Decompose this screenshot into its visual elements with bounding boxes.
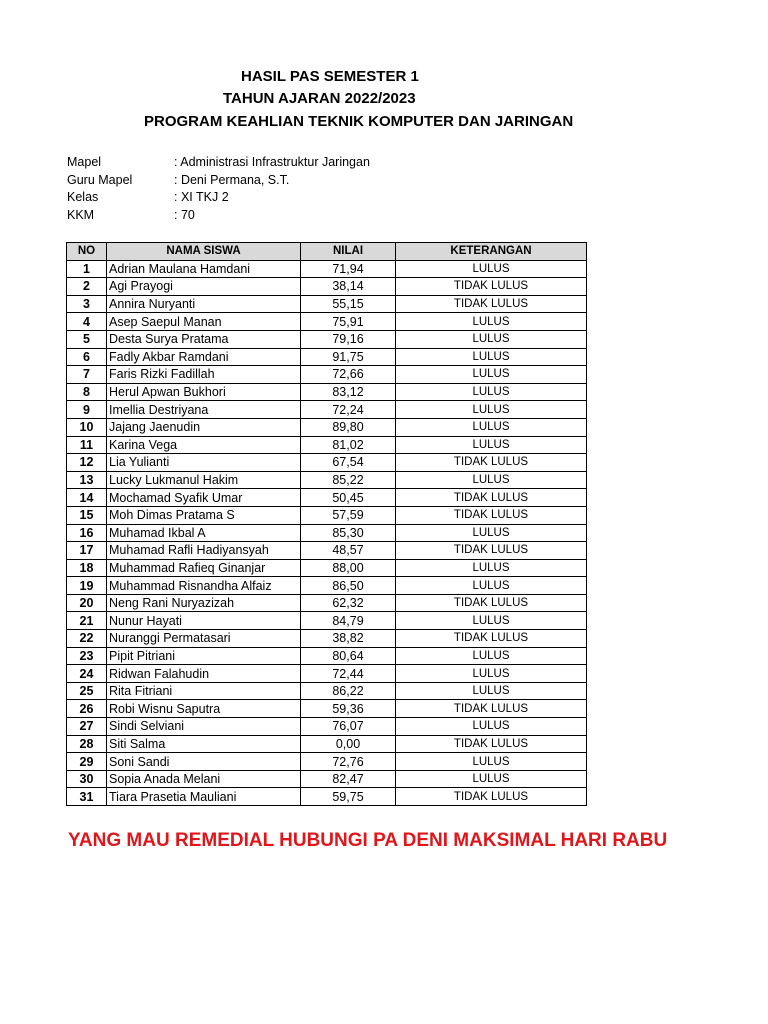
cell-score: 38,14 — [301, 278, 396, 296]
cell-name: Tiara Prasetia Mauliani — [107, 788, 301, 806]
cell-name: Moh Dimas Pratama S — [107, 506, 301, 524]
title-line-1: HASIL PAS SEMESTER 1 — [241, 68, 419, 85]
cell-score: 72,66 — [301, 366, 396, 384]
cell-no: 28 — [67, 735, 107, 753]
cell-status: LULUS — [396, 577, 587, 595]
cell-name: Soni Sandi — [107, 753, 301, 771]
cell-no: 1 — [67, 260, 107, 278]
cell-status: LULUS — [396, 436, 587, 454]
table-row — [67, 260, 587, 278]
cell-score: 0,00 — [301, 735, 396, 753]
cell-name: Karina Vega — [107, 436, 301, 454]
table-row — [67, 630, 587, 648]
cell-no: 13 — [67, 471, 107, 489]
cell-status: TIDAK LULUS — [396, 630, 587, 648]
cell-name: Jajang Jaenudin — [107, 418, 301, 436]
info-label: Mapel — [67, 155, 102, 169]
cell-score: 82,47 — [301, 770, 396, 788]
cell-status: LULUS — [396, 559, 587, 577]
cell-no: 22 — [67, 630, 107, 648]
cell-score: 59,75 — [301, 788, 396, 806]
cell-score: 91,75 — [301, 348, 396, 366]
info-row-kelas — [67, 189, 370, 207]
table-row — [67, 278, 587, 296]
cell-name: Adrian Maulana Hamdani — [107, 260, 301, 278]
cell-status: LULUS — [396, 401, 587, 419]
header-status: KETERANGAN — [396, 243, 587, 261]
table-row — [67, 718, 587, 736]
table-row — [67, 418, 587, 436]
table-row — [67, 506, 587, 524]
cell-no: 9 — [67, 401, 107, 419]
table-row — [67, 577, 587, 595]
cell-name: Nuranggi Permatasari — [107, 630, 301, 648]
cell-score: 62,32 — [301, 594, 396, 612]
table-row — [67, 366, 587, 384]
cell-name: Lucky Lukmanul Hakim — [107, 471, 301, 489]
info-value: : 70 — [174, 208, 195, 223]
cell-status: LULUS — [396, 682, 587, 700]
cell-score: 72,24 — [301, 401, 396, 419]
cell-no: 8 — [67, 383, 107, 401]
cell-score: 76,07 — [301, 718, 396, 736]
cell-status: LULUS — [396, 612, 587, 630]
cell-no: 15 — [67, 506, 107, 524]
cell-status: TIDAK LULUS — [396, 489, 587, 507]
cell-score: 85,30 — [301, 524, 396, 542]
cell-name: Faris Rizki Fadillah — [107, 366, 301, 384]
cell-score: 86,22 — [301, 682, 396, 700]
table-row — [67, 489, 587, 507]
cell-status: TIDAK LULUS — [396, 542, 587, 560]
cell-status: LULUS — [396, 348, 587, 366]
cell-no: 23 — [67, 647, 107, 665]
cell-score: 67,54 — [301, 454, 396, 472]
cell-score: 48,57 — [301, 542, 396, 560]
table-row — [67, 348, 587, 366]
cell-score: 72,44 — [301, 665, 396, 683]
cell-name: Lia Yulianti — [107, 454, 301, 472]
title-line-3: PROGRAM KEAHLIAN TEKNIK KOMPUTER DAN JARINGAN — [144, 113, 574, 130]
cell-no: 30 — [67, 770, 107, 788]
cell-score: 72,76 — [301, 753, 396, 771]
cell-score: 59,36 — [301, 700, 396, 718]
cell-name: Fadly Akbar Ramdani — [107, 348, 301, 366]
cell-score: 57,59 — [301, 506, 396, 524]
table-row — [67, 788, 587, 806]
cell-score: 85,22 — [301, 471, 396, 489]
cell-no: 24 — [67, 665, 107, 683]
cell-no: 16 — [67, 524, 107, 542]
table-row — [67, 401, 587, 419]
cell-score: 71,94 — [301, 260, 396, 278]
cell-status: LULUS — [396, 418, 587, 436]
table-row — [67, 436, 587, 454]
cell-name: Herul Apwan Bukhori — [107, 383, 301, 401]
cell-score: 55,15 — [301, 295, 396, 313]
cell-status: TIDAK LULUS — [396, 295, 587, 313]
cell-status: LULUS — [396, 770, 587, 788]
cell-status: LULUS — [396, 753, 587, 771]
info-value: : Deni Permana, S.T. — [174, 172, 290, 187]
cell-status: LULUS — [396, 647, 587, 665]
cell-name: Desta Surya Pratama — [107, 330, 301, 348]
cell-status: LULUS — [396, 260, 587, 278]
cell-score: 86,50 — [301, 577, 396, 595]
cell-status: TIDAK LULUS — [396, 506, 587, 524]
table-row — [67, 682, 587, 700]
cell-name: Robi Wisnu Saputra — [107, 700, 301, 718]
cell-name: Neng Rani Nuryazizah — [107, 594, 301, 612]
cell-no: 14 — [67, 489, 107, 507]
cell-name: Muhammad Rafieq Ginanjar — [107, 559, 301, 577]
cell-name: Pipit Pitriani — [107, 647, 301, 665]
cell-name: Nunur Hayati — [107, 612, 301, 630]
cell-no: 21 — [67, 612, 107, 630]
table-row — [67, 542, 587, 560]
header-name: NAMA SISWA — [107, 243, 301, 261]
cell-score: 50,45 — [301, 489, 396, 507]
cell-name: Asep Saepul Manan — [107, 313, 301, 331]
info-block — [67, 154, 370, 225]
info-label: Kelas — [67, 190, 99, 205]
table-row — [67, 559, 587, 577]
cell-name: Rita Fitriani — [107, 682, 301, 700]
info-value: : Administrasi Infrastruktur Jaringan — [174, 155, 370, 169]
cell-no: 31 — [67, 788, 107, 806]
cell-name: Sindi Selviani — [107, 718, 301, 736]
cell-status: LULUS — [396, 383, 587, 401]
cell-status: LULUS — [396, 665, 587, 683]
table-row — [67, 753, 587, 771]
info-row-kkm — [67, 207, 370, 225]
results-table — [66, 242, 587, 806]
table-body — [67, 260, 587, 805]
cell-no: 19 — [67, 577, 107, 595]
cell-score: 38,82 — [301, 630, 396, 648]
cell-no: 29 — [67, 753, 107, 771]
remedial-note: YANG MAU REMEDIAL HUBUNGI PA DENI MAKSIMAL HARI RABU — [68, 830, 668, 851]
cell-status: TIDAK LULUS — [396, 735, 587, 753]
cell-name: Mochamad Syafik Umar — [107, 489, 301, 507]
cell-name: Ridwan Falahudin — [107, 665, 301, 683]
info-label: Guru Mapel — [67, 172, 133, 187]
table-row — [67, 770, 587, 788]
cell-no: 3 — [67, 295, 107, 313]
cell-status: TIDAK LULUS — [396, 278, 587, 296]
cell-no: 17 — [67, 542, 107, 560]
cell-score: 84,79 — [301, 612, 396, 630]
cell-score: 83,12 — [301, 383, 396, 401]
cell-no: 25 — [67, 682, 107, 700]
table-header-row — [67, 243, 587, 261]
cell-status: LULUS — [396, 330, 587, 348]
cell-status: LULUS — [396, 471, 587, 489]
table-row — [67, 612, 587, 630]
table-row — [67, 454, 587, 472]
cell-name: Annira Nuryanti — [107, 295, 301, 313]
cell-status: TIDAK LULUS — [396, 700, 587, 718]
cell-no: 7 — [67, 366, 107, 384]
table-row — [67, 700, 587, 718]
cell-name: Muhamad Rafli Hadiyansyah — [107, 542, 301, 560]
cell-status: TIDAK LULUS — [396, 788, 587, 806]
cell-no: 26 — [67, 700, 107, 718]
cell-score: 81,02 — [301, 436, 396, 454]
cell-no: 4 — [67, 313, 107, 331]
cell-score: 75,91 — [301, 313, 396, 331]
table-row — [67, 735, 587, 753]
cell-score: 89,80 — [301, 418, 396, 436]
table-row — [67, 330, 587, 348]
cell-status: TIDAK LULUS — [396, 594, 587, 612]
cell-no: 11 — [67, 436, 107, 454]
cell-name: Agi Prayogi — [107, 278, 301, 296]
header-score: NILAI — [301, 243, 396, 261]
cell-name: Sopia Anada Melani — [107, 770, 301, 788]
table-row — [67, 665, 587, 683]
info-value: : XI TKJ 2 — [174, 190, 229, 205]
table-row — [67, 313, 587, 331]
cell-score: 88,00 — [301, 559, 396, 577]
table-row — [67, 524, 587, 542]
cell-no: 10 — [67, 418, 107, 436]
cell-no: 5 — [67, 330, 107, 348]
table-row — [67, 471, 587, 489]
info-label: KKM — [67, 208, 95, 223]
cell-score: 79,16 — [301, 330, 396, 348]
table-row — [67, 594, 587, 612]
cell-no: 27 — [67, 718, 107, 736]
info-row-guru — [67, 172, 370, 190]
table-row — [67, 295, 587, 313]
cell-score: 80,64 — [301, 647, 396, 665]
cell-no: 2 — [67, 278, 107, 296]
cell-status: TIDAK LULUS — [396, 454, 587, 472]
cell-name: Muhammad Risnandha Alfaiz — [107, 577, 301, 595]
cell-status: LULUS — [396, 524, 587, 542]
cell-name: Muhamad Ikbal A — [107, 524, 301, 542]
cell-status: LULUS — [396, 366, 587, 384]
cell-no: 18 — [67, 559, 107, 577]
cell-status: LULUS — [396, 718, 587, 736]
info-row-mapel — [67, 154, 370, 172]
table-row — [67, 383, 587, 401]
cell-status: LULUS — [396, 313, 587, 331]
header-no: NO — [67, 243, 107, 261]
title-line-2: TAHUN AJARAN 2022/2023 — [223, 90, 416, 107]
cell-no: 12 — [67, 454, 107, 472]
cell-name: Siti Salma — [107, 735, 301, 753]
cell-no: 6 — [67, 348, 107, 366]
cell-name: Imellia Destriyana — [107, 401, 301, 419]
cell-no: 20 — [67, 594, 107, 612]
table-row — [67, 647, 587, 665]
